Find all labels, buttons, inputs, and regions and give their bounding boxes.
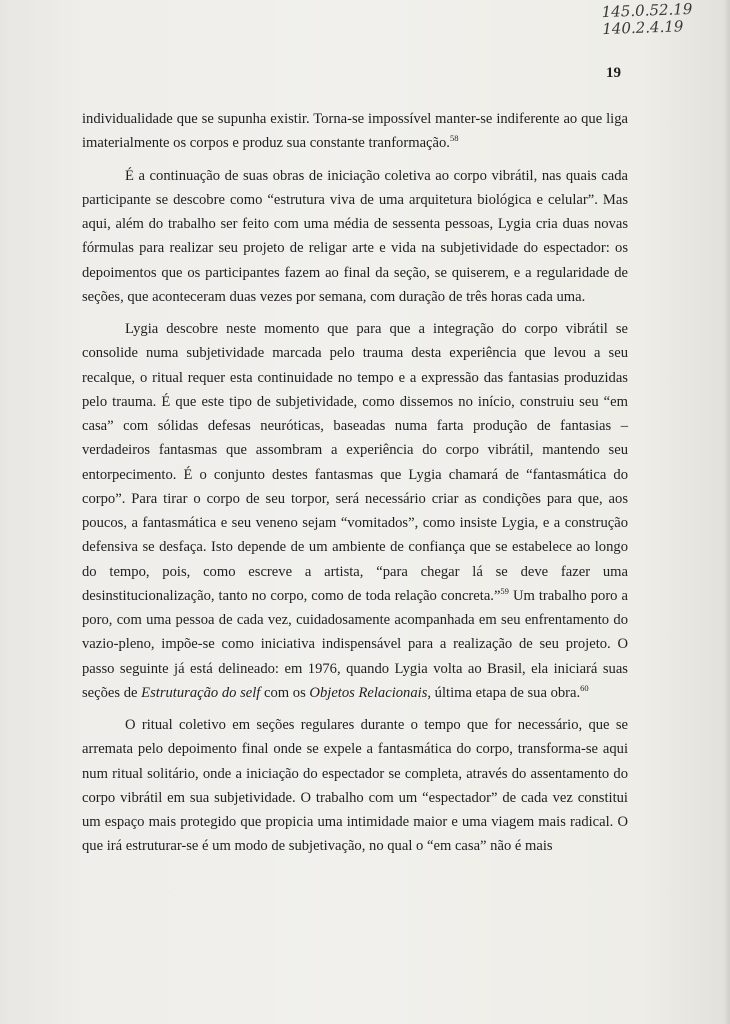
paragraph-2-text: É a continuação de suas obras de iniciação coletiva ao corpo vibrátil, nas quais cada participante se descobre como “estrutura viva de uma arquitetura biológica e celular”. Mas aqui, além do trabalho ser feito com uma média de sessenta pessoas, Lygia cria duas novas fórmulas para realizar seu projeto de religar arte e vida na subjetividade do espectador: os depoimentos que os participantes fazem ao final da seção, se quiserem, e a regularidade de seções, que aconteceram duas vezes por semana, com duração de três horas cada uma. bbox=[82, 167, 628, 305]
title-estruturacao-do-self: Estruturação do self bbox=[141, 684, 261, 701]
title-objetos-relacionais: Objetos Relacionais bbox=[309, 684, 428, 701]
paragraph-3-text-c: com os bbox=[260, 684, 310, 701]
annotation-line-1: 145.0.52.19 bbox=[601, 0, 693, 22]
annotation-line-2: 140.2.4.19 bbox=[602, 17, 684, 39]
paragraph-4 bbox=[82, 713, 628, 859]
footnote-ref-59: 59 bbox=[500, 585, 509, 596]
paragraph-3-text-b: Um trabalho poro a poro, com uma pessoa de cada vez, cuidadosamente acompanhada em seu enfrentamento do vazio-pleno, impõe-se como iniciativa indispensável para a realização de seu projeto. O passo seguinte já está delineado: em 1976, quando Lygia volta ao Brasil, ela iniciará suas seções de bbox=[82, 587, 628, 701]
paragraph-3-text-d: , última etapa de sua obra. bbox=[427, 684, 581, 701]
paragraph-1 bbox=[82, 107, 628, 156]
page-number: 19 bbox=[606, 65, 621, 81]
page-edge-shadow bbox=[724, 0, 730, 1024]
paragraph-3 bbox=[82, 317, 628, 705]
handwritten-annotation bbox=[601, 0, 722, 38]
footnote-ref-60: 60 bbox=[580, 682, 589, 693]
footnote-ref-58: 58 bbox=[449, 133, 459, 144]
paragraph-2 bbox=[82, 164, 628, 310]
paragraph-3-text-a: Lygia descobre neste momento que para que a integração do corpo vibrátil se consolide numa subjetividade marcada pelo trauma desta experiência que levou a seu recalque, o ritual requer esta continuidade no tempo e a expressão das fantasias produzidas pelo trauma. É que este tipo de subjetividade, como dissemos no início, construiu seu “em casa” com sólidas defesas neuróticas, baseadas numa farta produção de fantasias – verdadeiros fantasmas que assombram a experiência do corpo vibrátil, mantendo seu entorpecimento. É o conjunto destes fantasmas que Lygia chamará de “fantasmática do corpo”. Para tirar o corpo de seu torpor, será necessário criar as condições para que, aos poucos, a fantasmática e seu veneno sejam “vomitados”, como insiste Lygia, e a construção defensiva se desfaça. Isto depende de um ambiente de confiança que se estabelece ao longo do tempo, pois, como escreve a artista, “para chegar lá se deve fazer uma desinstitucionalização, tanto no corpo, como de toda relação concreta.” bbox=[82, 321, 628, 604]
paragraph-1-text: individualidade que se supunha existir. Torna-se impossível manter-se indiferente ao que liga imaterialmente os corpos e produz sua constante tranformação. bbox=[82, 111, 628, 152]
paragraph-4-text: O ritual coletivo em seções regulares durante o tempo que for necessário, que se arremata pelo depoimento final onde se expele a fantasmática do corpo, transforma-se aqui num ritual solitário, onde a iniciação do espectador se completa, através do assentamento do corpo vibrátil em sua subjetividade. O trabalho com um “espectador” de cada vez constitui um espaço mais protegido que propicia uma intimidade maior e uma viagem mais radical. O que irá estruturar-se é um modo de subjetivação, no qual o “em casa” não é mais bbox=[82, 717, 628, 855]
body-text bbox=[82, 107, 628, 859]
